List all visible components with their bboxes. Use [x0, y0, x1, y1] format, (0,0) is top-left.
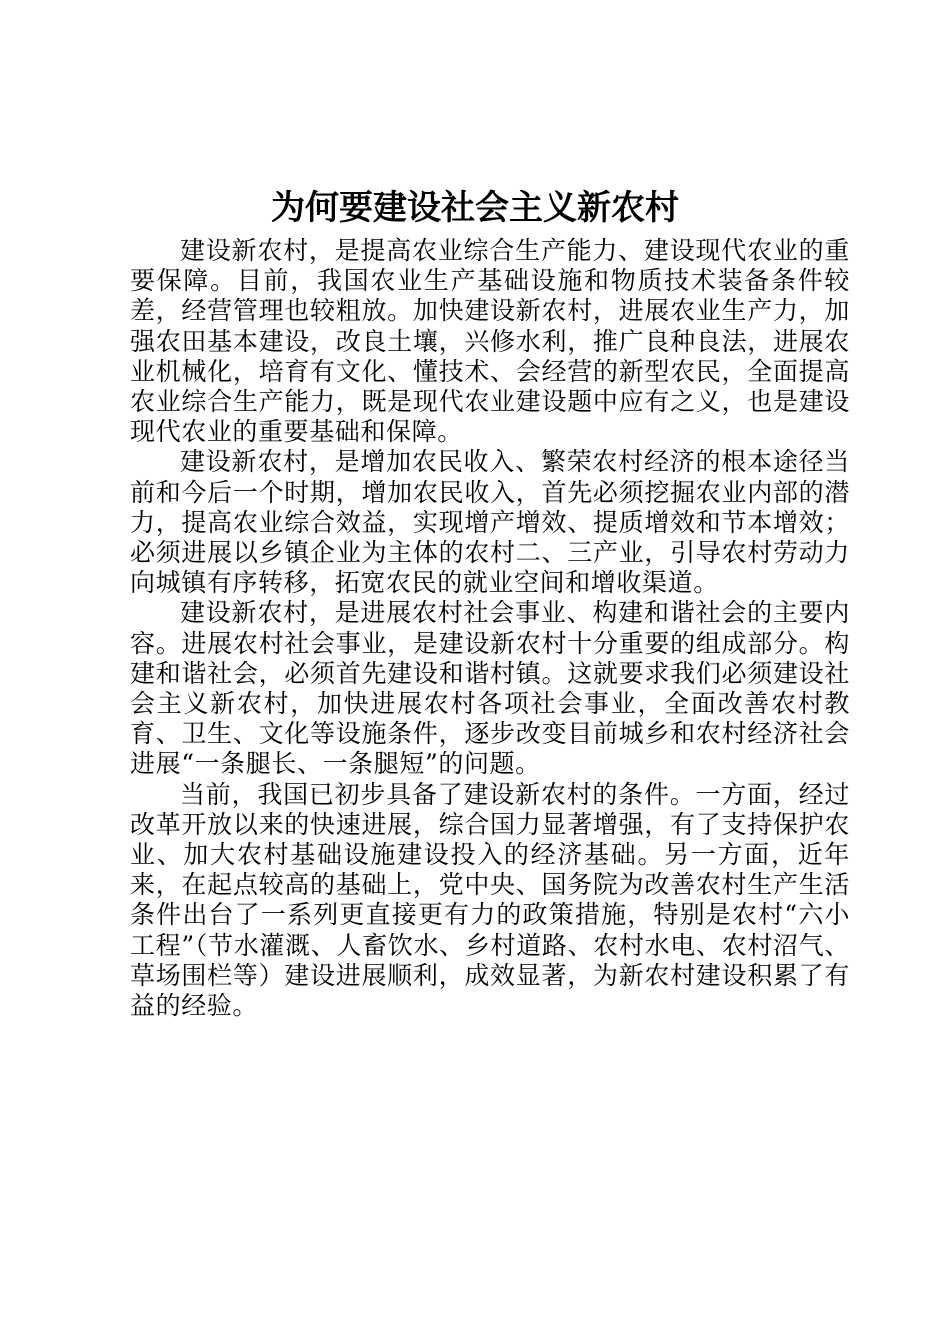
paragraph-1: 建设新农村，是提高农业综合生产能力、建设现代农业的重要保障。目前，我国农业生产基础设施和物质技术装备条件较差，经营管理也较粗放。加快建设新农村，进展农业生产力，加强农田基本建设，改良土壤，兴修水利，推广良种良法，进展农业机械化，培育有文化、懂技术、会经营的新型农民，全面提高农业综合生产能力，既是现代农业建设题中应有之义，也是建设现代农业的重要基础和保障。: [130, 236, 850, 447]
paragraph-4: 当前，我国已初步具备了建设新农村的条件。一方面，经过改革开放以来的快速进展，综合国力显著增强，有了支持保护农业、加大农村基础设施建设投入的经济基础。另一方面，近年来，在起点较高的基础上，党中央、国务院为改善农村生产生活条件出台了一系列更直接更有力的政策措施，特别是农村“六小工程”（节水灌溉、人畜饮水、乡村道路、农村水电、农村沼气、草场围栏等）建设进展顺利，成效显著，为新农村建设积累了有益的经验。: [130, 779, 850, 1021]
paragraph-3: 建设新农村，是进展农村社会事业、构建和谐社会的主要内容。进展农村社会事业，是建设新农村十分重要的组成部分。构建和谐社会，必须首先建设和谐村镇。这就要求我们必须建设社会主义新农村，加快进展农村各项社会事业，全面改善农村教育、卫生、文化等设施条件，逐步改变目前城乡和农村经济社会进展“一条腿长、一条腿短”的问题。: [130, 598, 850, 779]
document-title: 为何要建设社会主义新农村: [271, 188, 679, 228]
paragraph-2: 建设新农村，是增加农民收入、繁荣农村经济的根本途径当前和今后一个时期，增加农民收入，首先必须挖掘农业内部的潜力，提高农业综合效益，实现增产增效、提质增效和节本增效；必须进展以乡镇企业为主体的农村二、三产业，引导农村劳动力向城镇有序转移，拓宽农民的就业空间和增收渠道。: [130, 447, 850, 598]
document-body: [130, 236, 850, 1021]
